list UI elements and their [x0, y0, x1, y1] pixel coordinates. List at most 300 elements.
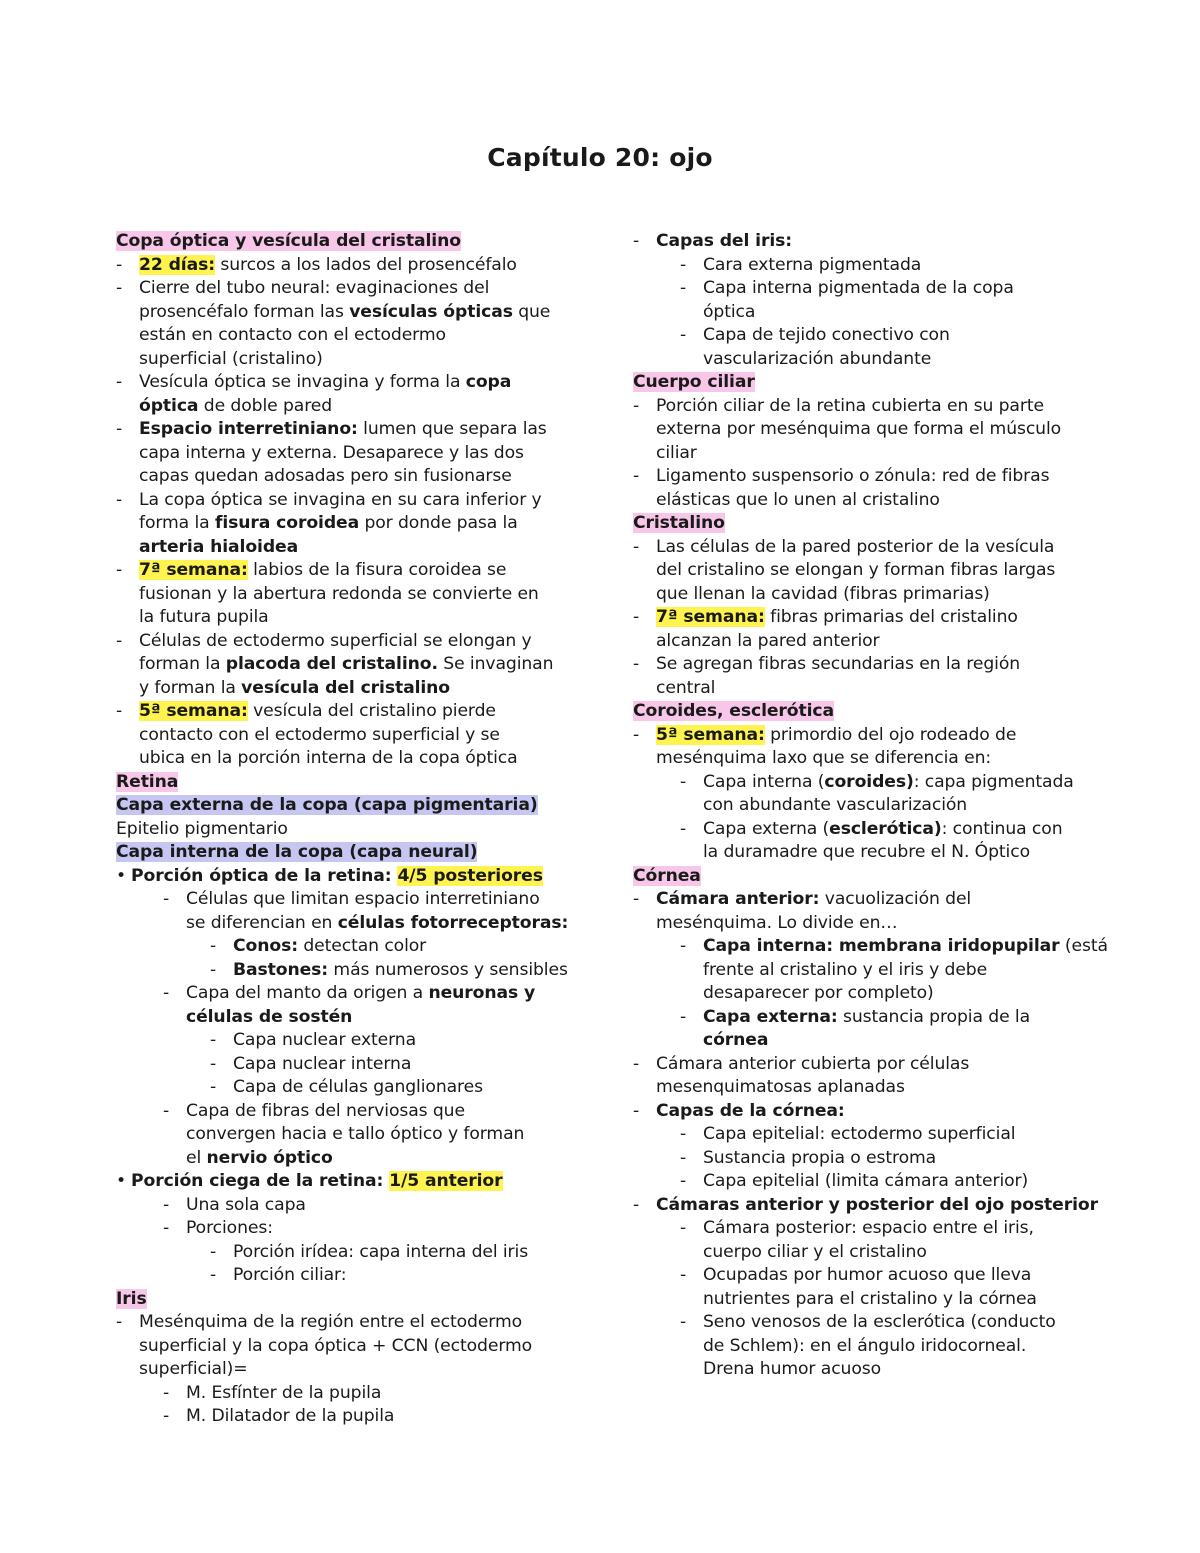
right-note-line	[633, 1029, 1133, 1053]
note-text	[233, 959, 568, 983]
text-run: M. Dilatador de la pupila	[186, 1406, 395, 1426]
left-note-line	[116, 724, 602, 748]
right-note-line	[633, 724, 1133, 748]
text-run: superficial)=	[139, 1359, 248, 1379]
text-run: Se agregan fibras secundarias en la región	[656, 654, 1021, 674]
right-note-line	[633, 1241, 1133, 1265]
text-run: cuerpo ciliar y el cristalino	[703, 1241, 927, 1262]
bold-term: coroides)	[824, 771, 914, 792]
note-text	[703, 982, 934, 1006]
note-text	[116, 818, 288, 842]
text-run: Cámara anterior cubierta por células	[656, 1053, 970, 1074]
text-run: central	[656, 677, 716, 698]
right-note-line	[633, 1311, 1133, 1335]
text-run: Cámara posterior: espacio entre el iris,	[703, 1218, 1034, 1238]
dash-marker: -	[633, 1053, 640, 1074]
note-text	[656, 465, 1049, 489]
dash-marker: -	[633, 536, 640, 557]
left-note-line	[116, 1358, 602, 1382]
note-text	[139, 512, 518, 536]
left-note-line	[116, 1264, 602, 1288]
note-text	[139, 724, 500, 748]
left-note-line	[116, 536, 602, 560]
dash-marker: -	[680, 1006, 687, 1027]
text-run: Capa de células ganglionares	[233, 1077, 483, 1097]
note-text	[656, 583, 990, 607]
dash-marker: -	[680, 1265, 687, 1285]
text-run: Capa epitelial: ectodermo superficial	[703, 1124, 1016, 1144]
left-note-line	[116, 1170, 602, 1194]
text-run: detectan color	[297, 936, 427, 956]
text-run: se diferencian en	[186, 912, 338, 933]
note-text	[186, 1006, 352, 1030]
left-note-line	[116, 1100, 602, 1124]
left-note-line	[116, 324, 602, 348]
note-text	[139, 324, 446, 348]
left-note-line	[116, 1123, 602, 1147]
text-run: forma la	[139, 513, 215, 533]
note-text	[233, 1076, 483, 1100]
text-run: sustancia propia de la	[837, 1006, 1031, 1027]
dash-marker: -	[163, 1406, 170, 1426]
dash-marker: -	[680, 1312, 687, 1332]
dash-marker: -	[680, 254, 687, 275]
text-run: fusionan y la abertura redonda se convierte en	[139, 583, 539, 604]
text-run: Porción ciliar:	[233, 1265, 347, 1285]
bullet-marker: •	[116, 865, 127, 886]
subsection-heading: Capa interna de la copa (capa neural)	[116, 842, 478, 862]
note-text	[656, 442, 697, 466]
right-note-line	[633, 1006, 1133, 1030]
left-note-line	[116, 1076, 602, 1100]
right-note-line	[633, 1170, 1133, 1194]
note-text	[186, 1100, 465, 1124]
dash-marker: -	[633, 231, 640, 251]
section-heading: Cristalino	[633, 513, 725, 533]
text-run: la futura pupila	[139, 607, 269, 627]
note-text	[656, 536, 1054, 560]
note-text	[656, 1194, 1098, 1218]
right-note-line	[633, 818, 1133, 842]
right-note-line	[633, 348, 1133, 372]
note-text	[703, 935, 1108, 959]
text-run: labios de la fisura coroidea se	[247, 560, 507, 580]
text-run: prosencéfalo forman las	[139, 301, 350, 322]
bold-term: Capa interna: membrana iridopupilar	[703, 936, 1060, 956]
text-run: Porciones:	[186, 1218, 273, 1238]
bold-term: placoda del cristalino.	[225, 654, 438, 674]
highlighted-term: 22 días:	[139, 254, 215, 275]
right-note-line	[633, 418, 1133, 442]
text-run: mesenquimatosas aplanadas	[656, 1077, 905, 1097]
text-run: Drena humor acuoso	[703, 1359, 882, 1379]
dash-marker: -	[633, 724, 640, 745]
text-run: superficial (cristalino)	[139, 348, 323, 369]
dash-marker: -	[163, 1218, 170, 1238]
right-note-line	[633, 395, 1133, 419]
text-run: Capa nuclear interna	[233, 1053, 412, 1074]
note-text	[131, 865, 543, 889]
bold-term: Espacio interretiniano:	[139, 419, 358, 439]
right-note-line	[633, 865, 1133, 889]
note-text	[703, 1147, 936, 1171]
left-note-line	[116, 935, 602, 959]
note-text	[656, 606, 1018, 630]
right-note-line	[633, 371, 1133, 395]
dash-marker: -	[633, 889, 640, 909]
note-text	[139, 1358, 248, 1382]
bold-term: Capas de la córnea:	[656, 1100, 845, 1121]
left-note-line	[116, 348, 602, 372]
left-note-line	[116, 442, 602, 466]
note-text	[703, 301, 755, 325]
note-text	[139, 489, 542, 513]
note-text	[186, 1147, 333, 1171]
right-note-line	[633, 324, 1133, 348]
bold-term: copa	[465, 372, 512, 392]
note-text	[139, 465, 512, 489]
note-text	[139, 747, 518, 771]
left-note-line	[116, 959, 602, 983]
note-text	[116, 771, 178, 795]
right-note-line	[633, 442, 1133, 466]
note-text	[703, 794, 967, 818]
dash-marker: -	[116, 489, 123, 510]
dash-marker: -	[210, 1030, 217, 1050]
dash-marker: -	[116, 372, 123, 392]
note-text	[703, 324, 950, 348]
text-run: Células de ectodermo superficial se elongan y	[139, 630, 532, 651]
right-note-line	[633, 301, 1133, 325]
text-run: forman la	[139, 654, 226, 674]
left-note-line	[116, 700, 602, 724]
bold-term: Conos:	[233, 936, 298, 956]
left-note-line	[116, 489, 602, 513]
text-run: Las células de la pared posterior de la vesícula	[656, 536, 1055, 557]
bold-term: vesícula del cristalino	[241, 677, 451, 698]
text-run: Cara externa pigmentada	[703, 254, 922, 275]
left-note-line	[116, 794, 602, 818]
note-text	[703, 254, 921, 278]
note-text	[703, 1241, 927, 1265]
note-text	[139, 371, 511, 395]
note-text	[139, 301, 550, 325]
text-run: Capa epitelial (limita cámara anterior)	[703, 1171, 1029, 1191]
note-text	[131, 1170, 503, 1194]
right-note-line	[633, 536, 1133, 560]
dash-marker: -	[680, 1147, 687, 1168]
text-run: por donde pasa la	[359, 513, 518, 533]
left-note-line	[116, 1311, 602, 1335]
right-note-line	[633, 512, 1133, 536]
note-text	[186, 912, 568, 936]
note-text	[703, 841, 1030, 865]
note-text	[633, 512, 725, 536]
text-run: capas quedan adosadas pero sin fusionarse	[139, 466, 512, 486]
note-text	[233, 1264, 346, 1288]
right-note-line	[633, 1194, 1133, 1218]
bold-term: arteria hialoidea	[139, 536, 299, 557]
text-run: más numerosos y sensibles	[328, 959, 568, 980]
note-text	[139, 559, 506, 583]
note-text	[703, 959, 987, 983]
dash-marker: -	[210, 1077, 217, 1097]
highlighted-term: 4/5 posteriores	[397, 865, 543, 886]
note-text	[656, 747, 991, 771]
dash-marker: -	[163, 889, 170, 909]
dash-marker: -	[680, 936, 687, 956]
note-text	[233, 1029, 416, 1053]
note-text	[656, 677, 715, 701]
text-run: de doble pared	[198, 395, 333, 416]
text-run: Mesénquima de la región entre el ectodermo	[139, 1312, 523, 1332]
note-text	[139, 277, 489, 301]
left-note-line	[116, 418, 602, 442]
text-run: Capa del manto da origen a	[186, 983, 429, 1003]
text-run: mesénquima laxo que se diferencia en:	[656, 748, 992, 768]
text-run: Capa nuclear externa	[233, 1030, 417, 1050]
note-text	[139, 677, 450, 701]
dash-marker: -	[163, 1382, 170, 1403]
note-text	[233, 935, 426, 959]
left-note-line	[116, 1335, 602, 1359]
note-text	[656, 724, 1016, 748]
section-heading: Retina	[116, 771, 179, 792]
left-note-line	[116, 395, 602, 419]
left-column	[116, 230, 602, 1429]
text-run: Ligamento suspensorio o zónula: red de fibras	[656, 466, 1050, 486]
dash-marker: -	[633, 1194, 640, 1215]
text-run: Seno venosos de la esclerótica (conducto	[703, 1312, 1056, 1332]
text-run: vacuolización del	[819, 889, 972, 909]
right-note-line	[633, 465, 1133, 489]
dash-marker: -	[633, 654, 640, 674]
highlighted-term: 7ª semana:	[139, 560, 248, 580]
text-run: vesícula del cristalino pierde	[247, 701, 496, 721]
note-text	[656, 653, 1020, 677]
text-run: desaparecer por completo)	[703, 983, 934, 1003]
text-run: : continua con	[941, 818, 1063, 839]
text-run: óptica	[703, 301, 756, 322]
section-heading: Coroides, esclerótica	[633, 701, 835, 721]
section-heading: Córnea	[633, 865, 701, 886]
dash-marker: -	[680, 771, 687, 792]
note-text	[139, 348, 323, 372]
text-run: frente al cristalino y el iris y debe	[703, 959, 988, 980]
left-note-line	[116, 1288, 602, 1312]
bold-term: células fotorreceptoras:	[337, 912, 569, 933]
note-text	[703, 1123, 1015, 1147]
bold-term: nervio óptico	[206, 1147, 333, 1168]
right-note-line	[633, 583, 1133, 607]
text-run: alcanzan la pared anterior	[656, 630, 880, 651]
text-run: de Schlem): en el ángulo iridocorneal.	[703, 1335, 1027, 1356]
right-note-line	[633, 1264, 1133, 1288]
note-text	[656, 888, 971, 912]
right-note-line	[633, 1076, 1133, 1100]
text-run: Se invaginan	[437, 654, 554, 674]
bold-term: Capas del iris:	[656, 231, 793, 251]
note-text	[703, 1358, 881, 1382]
text-run: elásticas que lo unen al cristalino	[656, 489, 940, 510]
left-note-line	[116, 559, 602, 583]
note-text	[656, 395, 1044, 419]
note-text	[656, 1076, 905, 1100]
note-text	[139, 606, 269, 630]
bold-term: fisura coroidea	[214, 513, 360, 533]
note-text	[656, 418, 1061, 442]
right-note-line	[633, 559, 1133, 583]
text-run: : capa pigmentada	[913, 771, 1074, 792]
bold-term: óptica	[139, 395, 199, 416]
note-text	[186, 1217, 273, 1241]
note-text	[656, 230, 792, 254]
dash-marker: -	[680, 325, 687, 345]
text-run: ubica en la porción interna de la copa óptica	[139, 748, 518, 768]
dash-marker: -	[633, 1100, 640, 1121]
right-note-line	[633, 747, 1133, 771]
text-run: fibras primarias del cristalino	[764, 607, 1018, 627]
subsection-heading: Capa externa de la copa (capa pigmentaria)	[116, 795, 538, 815]
note-text	[139, 700, 496, 724]
note-text	[139, 653, 553, 677]
note-text	[703, 1311, 1056, 1335]
note-text	[656, 489, 940, 513]
note-text	[139, 630, 532, 654]
text-run: que	[512, 301, 551, 322]
dash-marker: -	[633, 466, 640, 486]
text-run: que llenan la cavidad (fibras primarias)	[656, 583, 990, 604]
bold-term: Capa externa:	[703, 1006, 838, 1027]
dash-marker: -	[116, 419, 123, 439]
text-run: Capa interna (	[703, 771, 825, 792]
bold-term: Porción óptica de la retina:	[131, 865, 398, 886]
dash-marker: -	[116, 278, 123, 298]
right-note-line	[633, 794, 1133, 818]
right-note-line	[633, 888, 1133, 912]
note-text	[703, 1029, 768, 1053]
note-text	[139, 536, 298, 560]
left-note-line	[116, 630, 602, 654]
left-note-line	[116, 465, 602, 489]
note-text	[139, 442, 524, 466]
right-note-line	[633, 1053, 1133, 1077]
left-note-line	[116, 1382, 602, 1406]
text-run: Capa interna pigmentada de la copa	[703, 278, 1014, 298]
text-run: Capa externa (	[703, 818, 830, 839]
left-note-line	[116, 747, 602, 771]
note-text	[139, 254, 517, 278]
note-text	[633, 865, 701, 889]
dash-marker: -	[210, 959, 217, 980]
right-note-line	[633, 1335, 1133, 1359]
left-note-line	[116, 818, 602, 842]
text-run: vascularización abundante	[703, 348, 932, 369]
note-text	[633, 700, 834, 724]
dash-marker: -	[680, 1171, 687, 1191]
right-note-line	[633, 1147, 1133, 1171]
text-run: Capa de tejido conectivo con	[703, 325, 950, 345]
highlighted-term: 5ª semana:	[139, 701, 248, 721]
dash-marker: -	[210, 1265, 217, 1285]
left-note-line	[116, 1147, 602, 1171]
right-note-line	[633, 230, 1133, 254]
text-run: Porción ciliar de la retina cubierta en su parte	[656, 395, 1044, 416]
note-text	[139, 395, 332, 419]
text-run: surcos a los lados del prosencéfalo	[215, 254, 517, 275]
dash-marker: -	[163, 1194, 170, 1215]
note-text	[703, 348, 931, 372]
left-note-line	[116, 230, 602, 254]
bold-term: células de sostén	[186, 1006, 353, 1027]
bullet-marker: •	[116, 1171, 127, 1191]
note-text	[633, 371, 755, 395]
text-run: Cierre del tubo neural: evaginaciones del	[139, 278, 490, 298]
left-note-line	[116, 1006, 602, 1030]
right-note-line	[633, 1358, 1133, 1382]
note-text	[703, 1264, 1031, 1288]
note-text	[186, 1123, 524, 1147]
note-text	[186, 888, 540, 912]
right-note-line	[633, 606, 1133, 630]
dash-marker: -	[163, 983, 170, 1003]
note-text	[703, 1335, 1026, 1359]
text-run: ciliar	[656, 442, 697, 463]
dash-marker: -	[210, 1053, 217, 1074]
text-run: nutrientes para el cristalino y la córnea	[703, 1288, 1037, 1309]
right-note-line	[633, 982, 1133, 1006]
bold-term: Bastones:	[233, 959, 329, 980]
right-note-line	[633, 935, 1133, 959]
note-text	[656, 912, 898, 936]
left-note-line	[116, 512, 602, 536]
dash-marker: -	[116, 701, 123, 721]
bold-term: Cámara anterior:	[656, 889, 820, 909]
note-text	[656, 559, 1055, 583]
note-text	[656, 1053, 969, 1077]
note-text	[139, 583, 539, 607]
note-text	[186, 1382, 381, 1406]
left-note-line	[116, 606, 602, 630]
bold-term: Cámaras anterior y posterior del ojo posterior	[656, 1194, 1098, 1215]
text-run: del cristalino se elongan y forman fibras largas	[656, 560, 1056, 580]
left-note-line	[116, 982, 602, 1006]
dash-marker: -	[680, 1218, 687, 1238]
right-note-line	[633, 771, 1133, 795]
text-run: Una sola capa	[186, 1194, 306, 1215]
text-run: primordio del ojo rodeado de	[764, 724, 1017, 745]
right-note-line	[633, 677, 1133, 701]
text-run: con abundante vascularización	[703, 795, 968, 815]
right-column	[633, 230, 1133, 1382]
dash-marker: -	[210, 1241, 217, 1262]
note-text	[139, 1335, 532, 1359]
note-text	[186, 982, 535, 1006]
dash-marker: -	[210, 936, 217, 956]
dash-marker: -	[680, 818, 687, 839]
left-note-line	[116, 888, 602, 912]
text-run: y forman la	[139, 677, 242, 698]
bold-term: córnea	[703, 1030, 769, 1050]
left-note-line	[116, 277, 602, 301]
right-note-line	[633, 959, 1133, 983]
text-run: (está	[1059, 936, 1108, 956]
left-note-line	[116, 1029, 602, 1053]
text-run: capa interna y externa. Desaparece y las dos	[139, 442, 524, 463]
left-note-line	[116, 912, 602, 936]
note-text	[703, 1006, 1030, 1030]
text-run: Sustancia propia o estroma	[703, 1147, 937, 1168]
